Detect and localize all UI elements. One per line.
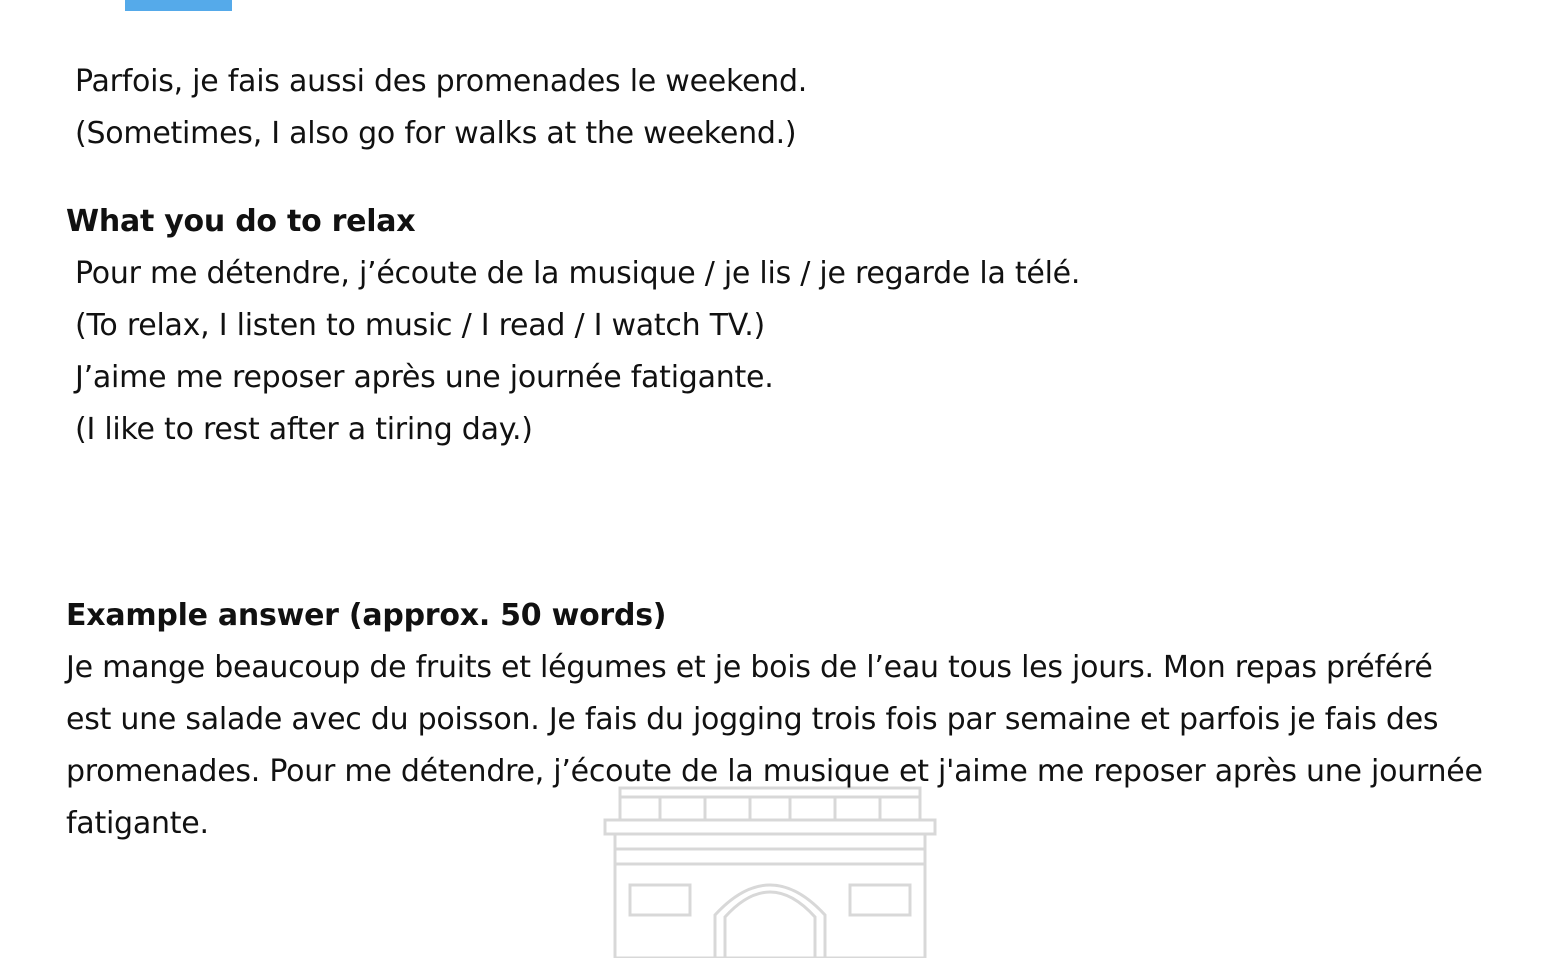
example-answer-paragraph: Je mange beaucoup de fruits et légumes et je bois de l’eau tous les jours. Mon repas préféré est une salade avec du poisson. Je fais du jogging trois fois par semaine et parfois je fais des promenades. Pour me détendre, j’écoute de la musique et j'aime me reposer après une journée fatigante. (66, 650, 1483, 841)
top-accent-bar (125, 0, 232, 11)
text-line: J’aime me reposer après une journée fatigante. (75, 360, 774, 395)
section-heading-relax: What you do to relax (66, 204, 416, 239)
translation-line: (Sometimes, I also go for walks at the weekend.) (75, 116, 797, 151)
text-line: Pour me détendre, j’écoute de la musique / je lis / je regarde la télé. (75, 256, 1081, 291)
translation-line: (To relax, I listen to music / I read / I watch TV.) (75, 308, 765, 343)
document-body (66, 56, 1496, 850)
example-answer-heading: Example answer (approx. 50 words) (66, 598, 667, 633)
text-line: Parfois, je fais aussi des promenades le weekend. (75, 64, 808, 99)
translation-line: (I like to rest after a tiring day.) (75, 412, 533, 447)
